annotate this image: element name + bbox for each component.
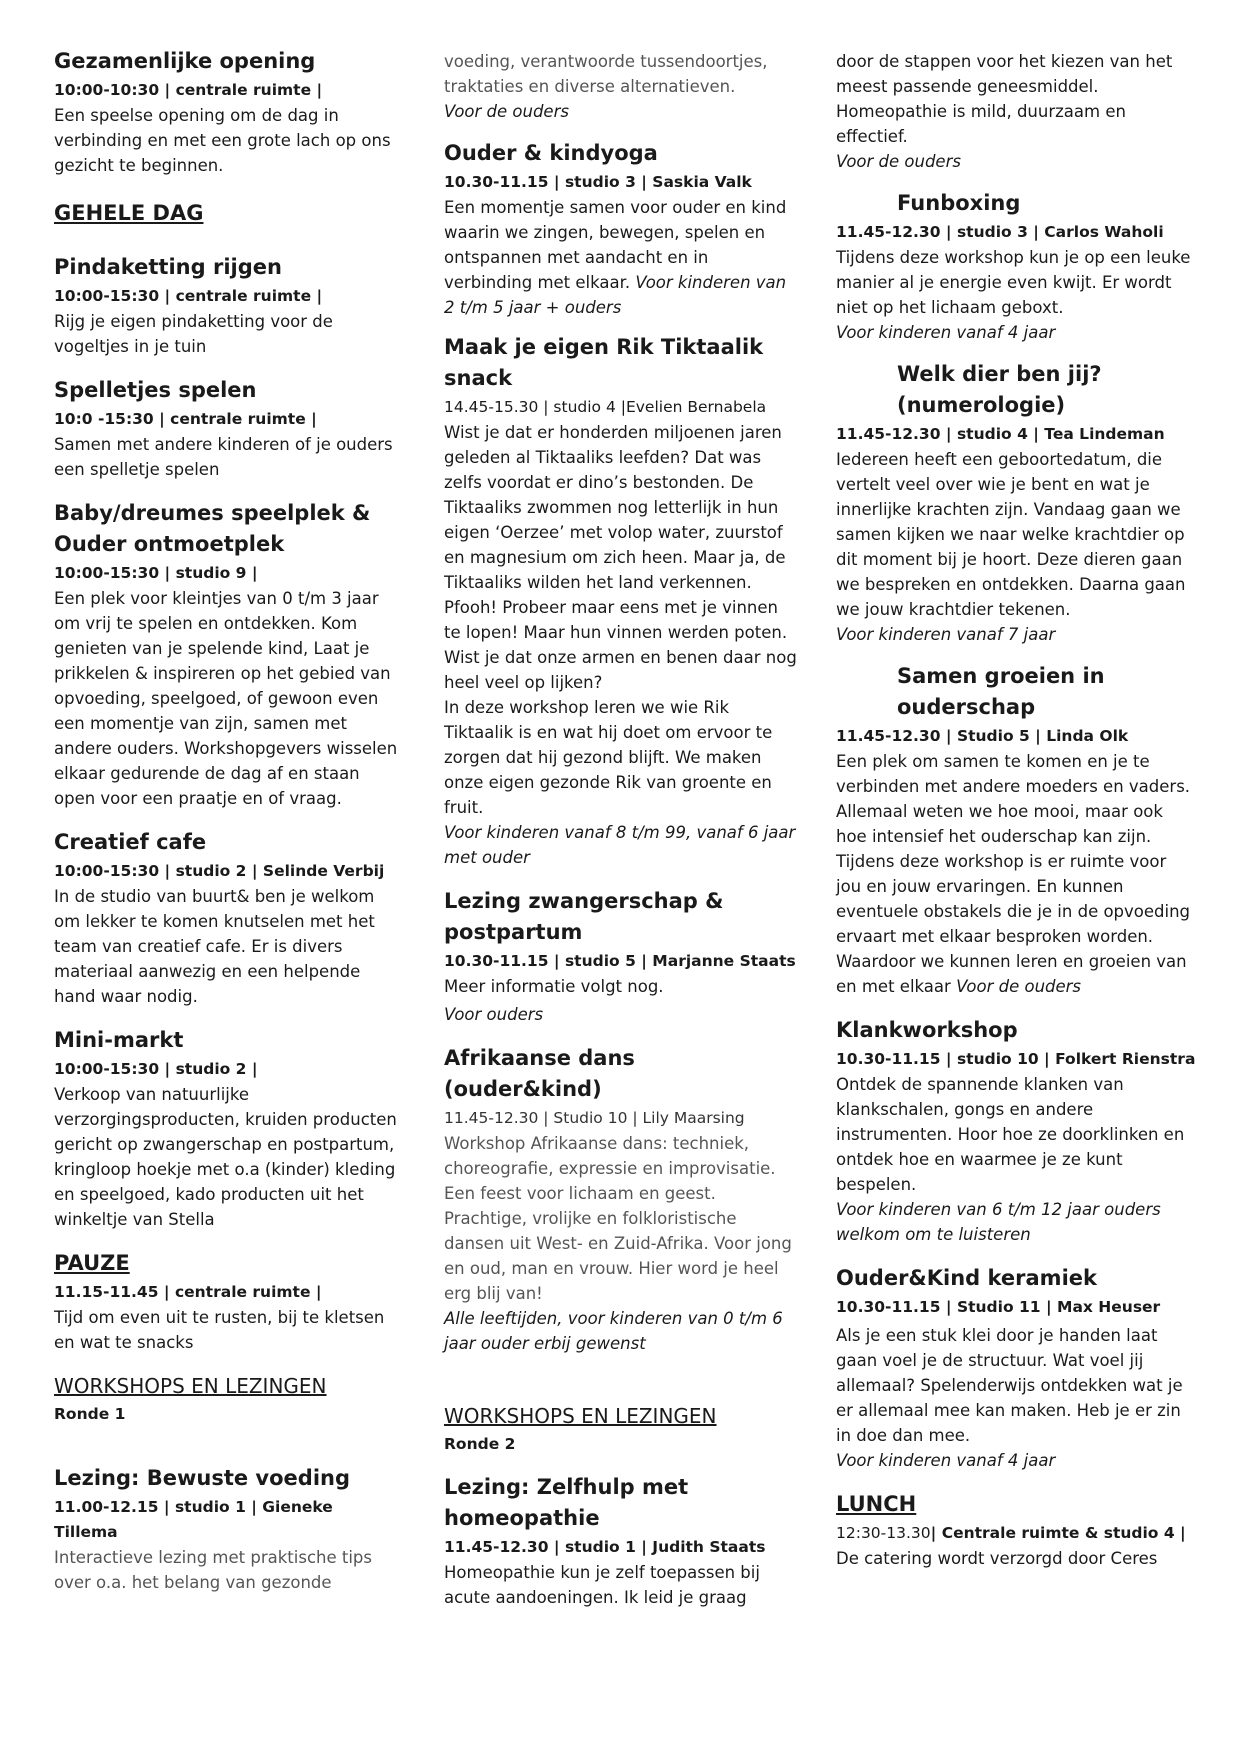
event-description: Een speelse opening om de dag in verbinding en met een grote lach op ons gezicht te beginnen. bbox=[54, 106, 391, 175]
event-description: Tijdens deze workshop kun je op een leuke manier al je energie even kwijt. Er wordt niet op het lichaam geboxt. bbox=[836, 248, 1191, 317]
event-title: Lezing: Bewuste voeding bbox=[54, 1466, 350, 1490]
event-audience: Voor kinderen vanaf 4 jaar bbox=[836, 323, 1056, 342]
event-pindaketting bbox=[54, 252, 399, 359]
event-audience: Voor kinderen vanaf 8 t/m 99, vanaf 6 jaar met ouder bbox=[444, 823, 796, 867]
event-meta: 11.00-12.15 | studio 1 | Gieneke Tillema bbox=[54, 1498, 333, 1541]
event-description: Homeopathie kun je zelf toepassen bij acute aandoeningen. Ik leid je graag bbox=[444, 1563, 760, 1607]
event-meta: 10.30-11.15 | studio 3 | Saskia Valk bbox=[444, 173, 752, 191]
event-bewuste-voeding-continued bbox=[444, 49, 799, 124]
event-title: Creatief cafe bbox=[54, 830, 207, 854]
event-title: Funboxing bbox=[897, 191, 1021, 215]
event-title: Pindaketting rijgen bbox=[54, 255, 282, 279]
event-audience: Voor kinderen van 6 t/m 12 jaar ouders welkom om te luisteren bbox=[836, 1200, 1161, 1244]
event-title: Afrikaanse dans (ouder&kind) bbox=[444, 1046, 635, 1101]
event-audience: Alle leeftijden, voor kinderen van 0 t/m 6 jaar ouder erbij gewenst bbox=[444, 1309, 783, 1353]
event-title: Spelletjes spelen bbox=[54, 378, 257, 402]
event-meta: 10.30-11.15 | studio 10 | Folkert Rienstra bbox=[836, 1050, 1196, 1068]
event-samen-groeien bbox=[836, 661, 1196, 999]
event-meta: 11.45-12.30 | Studio 10 | Lily Maarsing bbox=[444, 1109, 745, 1127]
event-spelletjes bbox=[54, 375, 399, 482]
round-label: Ronde 1 bbox=[54, 1405, 126, 1423]
event-meta: 10:00-10:30 | centrale ruimte | bbox=[54, 81, 323, 99]
event-welk-dier bbox=[836, 359, 1196, 647]
event-description-text: Een momentje samen voor ouder en kind waarin we zingen, bewegen, spelen en ontspannen met aandacht en in verbinding met elkaar. bbox=[444, 198, 787, 292]
event-description: Wist je dat er honderden miljoenen jaren geleden al Tiktaaliks leefden? Dat was zelfs voordat er dino’s bestonden. De Tiktaaliks zwommen nog letterlijk in hun eigen ‘Oerzee’ met volop water, zuurstof en magnesium om zich heen. Maar ja, de Tiktaaliks wilden het land verkennen. Pfooh! Probeer maar eens met je vinnen te lopen! Maar hun vinnen werden poten. Wist je dat onze armen en benen daar nog heel veel op lijken? bbox=[444, 423, 797, 692]
event-description: In deze workshop leren we wie Rik Tiktaalik is en wat hij doet om ervoor te zorgen dat hij gezond blijft. We maken onze eigen gezonde Rik van groente en fruit. bbox=[444, 698, 773, 817]
event-meta: 11.45-12.30 | Studio 5 | Linda Olk bbox=[836, 727, 1129, 745]
event-creatief-cafe bbox=[54, 827, 399, 1009]
event-description: Workshop Afrikaanse dans: techniek, choreografie, expressie en improvisatie. Een feest voor lichaam en geest. Prachtige, vrolijke en folkloristische dansen uit West- en Zuid-Afrika. Voor jong en oud, man en vrouw. Hier word je heel erg blij van! bbox=[444, 1134, 792, 1303]
event-title: Welk dier ben jij? (numerologie) bbox=[897, 362, 1102, 417]
event-opening bbox=[54, 46, 399, 178]
event-title: Ouder&Kind keramiek bbox=[836, 1266, 1097, 1290]
section-heading-gehele-dag: GEHELE DAG bbox=[54, 201, 204, 225]
event-title: Ouder & kindyoga bbox=[444, 141, 658, 165]
event-meta-time: 12:30-13.30 bbox=[836, 1524, 931, 1542]
event-description: Iedereen heeft een geboortedatum, die vertelt veel over wie je bent en wat je innerlijke krachten zijn. Vandaag gaan we samen kijken we naar welke krachtdier op dit moment bij je hoort. Deze dieren gaan we bespreken en ontdekken. Daarna gaan we jouw krachtdier tekenen. bbox=[836, 450, 1186, 619]
event-title: Samen groeien in ouderschap bbox=[897, 664, 1105, 719]
event-speelplek bbox=[54, 498, 399, 811]
event-description: voeding, verantwoorde tussendoortjes, traktaties en diverse alternatieven. bbox=[444, 52, 768, 96]
event-audience: Voor ouders bbox=[444, 1005, 544, 1024]
event-audience: Voor de ouders bbox=[444, 102, 569, 121]
event-description: Interactieve lezing met praktische tips over o.a. het belang van gezonde bbox=[54, 1548, 372, 1592]
event-description: Ontdek de spannende klanken van klankschalen, gongs en andere instrumenten. Hoor hoe ze doorklinken en ontdek hoe en waarmee je ze kunt bespelen. bbox=[836, 1075, 1185, 1194]
event-klankworkshop bbox=[836, 1015, 1196, 1247]
event-meta: 10:0 -15:30 | centrale ruimte | bbox=[54, 410, 317, 428]
event-audience: Voor de ouders bbox=[956, 977, 1082, 996]
event-meta: 10:00-15:30 | studio 2 | bbox=[54, 1060, 258, 1078]
event-zwangerschap bbox=[444, 886, 799, 1027]
event-audience: Voor kinderen vanaf 4 jaar bbox=[836, 1451, 1056, 1470]
event-meta: 10.30-11.15 | studio 5 | Marjanne Staats bbox=[444, 952, 796, 970]
event-title: Lezing: Zelfhulp met homeopathie bbox=[444, 1475, 689, 1530]
event-bewuste-voeding bbox=[54, 1463, 399, 1595]
event-audience: Voor kinderen van 2 t/m 5 jaar + ouders bbox=[444, 273, 787, 317]
event-meta-location: | Centrale ruimte & studio 4 | bbox=[930, 1524, 1186, 1542]
event-title: Lezing zwangerschap & postpartum bbox=[444, 889, 724, 944]
event-title: Klankworkshop bbox=[836, 1018, 1018, 1042]
section-heading-workshops: WORKSHOPS EN LEZINGEN bbox=[444, 1404, 717, 1428]
event-meta: 10:00-15:30 | centrale ruimte | bbox=[54, 287, 323, 305]
event-description: Verkoop van natuurlijke verzorgingsproducten, kruiden producten gericht op zwangerschap en postpartum, kringloop hoekje met o.a (kinder) kleding en speelgoed, kado producten uit het winkeltje van Stella bbox=[54, 1085, 397, 1229]
event-meta: 11.45-12.30 | studio 1 | Judith Staats bbox=[444, 1538, 766, 1556]
event-description: Samen met andere kinderen of je ouders een spelletje spelen bbox=[54, 435, 393, 479]
event-mini-markt bbox=[54, 1025, 399, 1232]
event-homeopathie bbox=[444, 1472, 799, 1610]
event-description: Meer informatie volgt nog. bbox=[444, 977, 664, 996]
event-kindyoga bbox=[444, 138, 799, 320]
event-audience: Voor kinderen vanaf 7 jaar bbox=[836, 625, 1056, 644]
column-middle bbox=[444, 49, 799, 1610]
section-heading-lunch: LUNCH bbox=[836, 1492, 917, 1516]
event-description-text: Een plek om samen te komen en je te verbinden met andere moeders en vaders. Allemaal weten we hoe mooi, maar ook hoe intensief het ouderschap kan zijn. Tijdens deze workshop is er ruimte voor jou en jouw ervaringen. En kunnen eventuele obstakels die je in de opvoeding ervaart met elkaar besproken worden. Waardoor we kunnen leren en groeien van en met elkaar bbox=[836, 752, 1191, 996]
event-description: Tijd om even uit te rusten, bij te kletsen en wat te snacks bbox=[54, 1308, 385, 1352]
column-left bbox=[54, 46, 399, 1595]
event-description: Rijg je eigen pindaketting voor de vogeltjes in je tuin bbox=[54, 312, 333, 356]
event-audience: Voor de ouders bbox=[836, 152, 961, 171]
event-homeopathie-continued bbox=[836, 49, 1196, 174]
round-label: Ronde 2 bbox=[444, 1435, 516, 1453]
event-meta: 11.15-11.45 | centrale ruimte | bbox=[54, 1283, 322, 1301]
event-description: Een plek voor kleintjes van 0 t/m 3 jaar om vrij te spelen en ontdekken. Kom genieten van je spelende kind, Laat je prikkelen & inspireren op het gebied van opvoeding, speelgoed, of gewoon even een momentje van zijn, samen met andere ouders. Workshopgevers wisselen elkaar gedurende de dag af en staan open voor een praatje en of vraag. bbox=[54, 589, 398, 808]
event-meta: 11.45-12.30 | studio 3 | Carlos Waholi bbox=[836, 223, 1164, 241]
event-title: Mini-markt bbox=[54, 1028, 184, 1052]
event-tiktaalik bbox=[444, 332, 799, 870]
event-description bbox=[444, 195, 799, 320]
event-description: De catering wordt verzorgd door Ceres bbox=[836, 1549, 1158, 1568]
column-right bbox=[836, 49, 1196, 1571]
event-funboxing bbox=[836, 188, 1196, 345]
event-keramiek bbox=[836, 1263, 1196, 1473]
event-afrikaanse-dans bbox=[444, 1043, 799, 1356]
event-meta: 14.45-15.30 | studio 4 |Evelien Bernabela bbox=[444, 398, 767, 416]
section-heading-workshops: WORKSHOPS EN LEZINGEN bbox=[54, 1374, 327, 1398]
event-description bbox=[836, 749, 1196, 999]
event-title: Maak je eigen Rik Tiktaalik snack bbox=[444, 335, 764, 390]
event-meta bbox=[836, 1521, 1196, 1546]
event-meta: 10.30-11.15 | Studio 11 | Max Heuser bbox=[836, 1298, 1161, 1316]
event-meta: 11.45-12.30 | studio 4 | Tea Lindeman bbox=[836, 425, 1165, 443]
event-description: In de studio van buurt& ben je welkom om lekker te komen knutselen met het team van creatief cafe. Er is divers materiaal aanwezig en een helpende hand waar nodig. bbox=[54, 887, 375, 1006]
event-pauze bbox=[54, 1248, 399, 1355]
event-description: door de stappen voor het kiezen van het meest passende geneesmiddel. Homeopathie is mild, duurzaam en effectief. bbox=[836, 52, 1173, 146]
section-workshops-ronde-2 bbox=[444, 1401, 799, 1456]
event-description: Als je een stuk klei door je handen laat gaan voel je de structuur. Wat voel jij allemaal? Spelenderwijs ontdekken wat je er allemaal mee kan maken. Heb je er zin in doe dan mee. bbox=[836, 1326, 1183, 1445]
section-heading-pauze: PAUZE bbox=[54, 1251, 130, 1275]
event-lunch bbox=[836, 1489, 1196, 1571]
event-meta: 10:00-15:30 | studio 2 | Selinde Verbij bbox=[54, 862, 385, 880]
event-title: Baby/dreumes speelplek & Ouder ontmoetplek bbox=[54, 501, 371, 556]
event-title: Gezamenlijke opening bbox=[54, 49, 316, 73]
event-meta: 10:00-15:30 | studio 9 | bbox=[54, 564, 258, 582]
section-workshops-ronde-1 bbox=[54, 1371, 399, 1426]
